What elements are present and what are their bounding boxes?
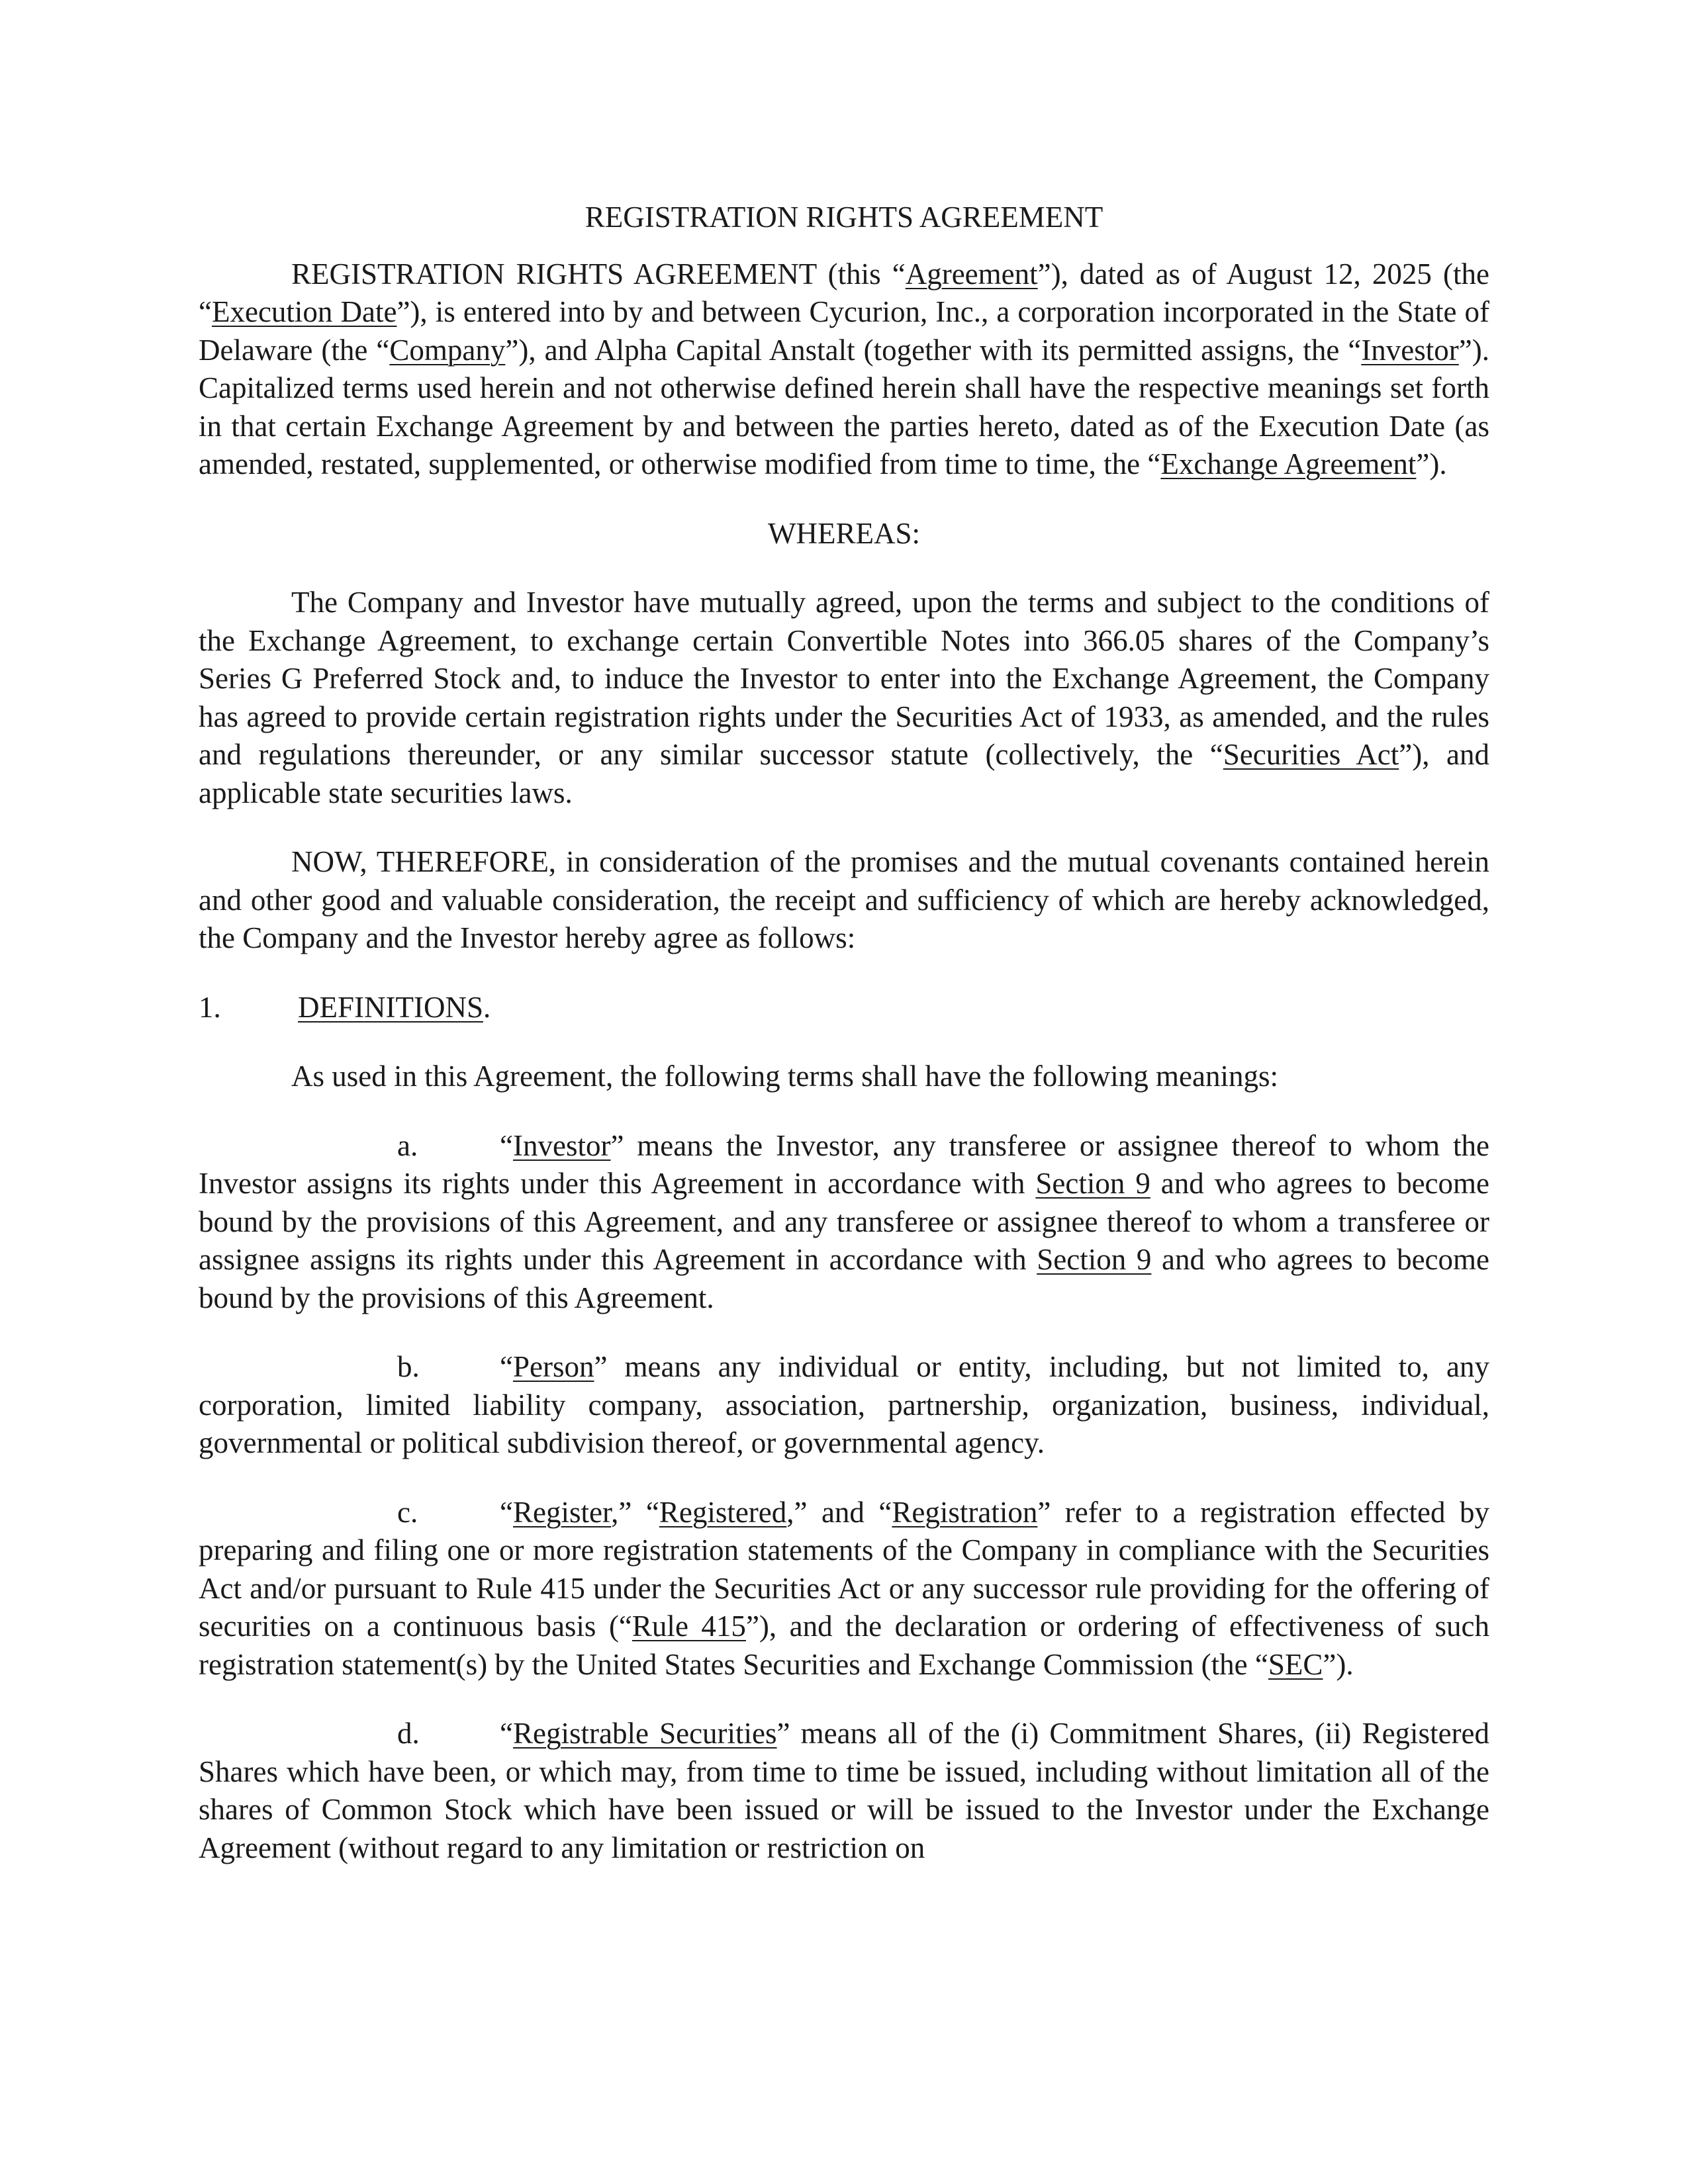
text: ”), dated as of August 12, 2025 (the “ [199,257,1489,328]
text: and who agrees to become bound by the provisions of this Agreement, and any transferee or assignee thereof to whom a transferee or assignee assigns its rights under this Agreement in accordance with [199,1167,1489,1276]
text: ”), and Alpha Capital Anstalt (together with its permitted assigns, the “ [505,333,1362,367]
definition-label: c. [397,1495,418,1529]
definition-label: a. [397,1128,418,1162]
definition-register [199,1494,1489,1684]
defined-term-exchange-agreement: Exchange Agreement [1160,447,1417,480]
defined-term-investor: Investor [1361,333,1459,367]
text: ” means the Investor, any transferee or assignee thereof to whom the Investor assigns its rights under this Agreement in accordance with [199,1128,1489,1200]
text: and who agrees to become bound by the provisions of this Agreement. [199,1243,1489,1314]
definition-label: b. [397,1350,420,1383]
text: ” means any individual or entity, including, but not limited to, any corporation, limited liability company, association, partnership, organization, business, individual, governmental or political subdivision thereof, or governmental agency. [199,1350,1489,1459]
defined-term: Registrable Securities [512,1717,777,1750]
defined-term-agreement: Agreement [905,257,1038,291]
text: ”). [1416,447,1447,480]
defined-term-securities-act: Securities Act [1223,738,1399,771]
text: REGISTRATION RIGHTS AGREEMENT (this “ [291,257,906,291]
text: ”). Capitalized terms used herein and not otherwise defined herein shall have the respective meanings set forth in that certain Exchange Agreement by and between the parties hereto, dated as of the Execution Date (as amended, restated, supplemented, or otherwise modified from time to time, the “ [199,333,1489,480]
defined-term-execution-date: Execution Date [211,295,397,328]
definition-person [199,1348,1489,1463]
section-reference: Section 9 [1035,1167,1150,1200]
section-number: 1. [199,990,221,1024]
text: ”), is entered into by and between Cycurion, Inc., a corporation incorporated in the State of Delaware (the “ [199,295,1489,367]
defined-term-company: Company [389,333,506,367]
text: ”), and applicable state securities laws. [199,738,1489,809]
text: ”), and the declaration or ordering of effectiveness of such registration statement(s) by the United States Securities and Exchange Commission (the “ [199,1610,1490,1681]
text: ,” and “ [786,1495,892,1529]
section-1-heading [199,989,1489,1027]
text: The Company and Investor have mutually agreed, upon the terms and subject to the conditions of the Exchange Agreement, to exchange certain Convertible Notes into 366.05 shares of the Company’s Series G Preferred Stock and, to induce the Investor to enter into the Exchange Agreement, the Company has agreed to provide certain registration rights under the Securities Act of 1933, as amended, and the rules and regulations thereunder, or any similar successor statute (collectively, the “ [199,586,1489,771]
text: “ [500,1128,513,1162]
section-reference: Section 9 [1037,1243,1152,1276]
defined-term: Registered [659,1495,787,1529]
defined-term: Rule 415 [632,1610,746,1643]
preamble-paragraph [199,255,1489,484]
text: ” means all of the (i) Commitment Shares, (ii) Registered Shares which have been, or which may, from time to time be issued, including without limitation all of the shares of Common Stock which have been issued or will be issued to the Investor under the Exchange Agreement (without regard to any limitation or restriction on [199,1717,1490,1864]
defined-term: SEC [1268,1647,1323,1681]
text: “ [500,1350,513,1383]
document-title: REGISTRATION RIGHTS AGREEMENT [585,201,1103,234]
defined-term: Registration [892,1495,1038,1529]
definition-label: d. [397,1717,420,1750]
defined-term: Register [512,1495,612,1529]
recital-paragraph [199,584,1489,812]
text: . [483,990,491,1024]
definition-investor [199,1127,1489,1318]
text: “ [500,1717,513,1750]
definition-registrable-securities [199,1715,1489,1867]
text: ”). [1323,1647,1354,1681]
now-therefore-paragraph: NOW, THEREFORE, in consideration of the promises and the mutual covenants contained herein and other good and valuable consideration, the receipt and sufficiency of which are hereby acknowledged, the Company and the Investor hereby agree as follows: [199,845,1489,954]
text: “ [500,1495,513,1529]
whereas-heading: WHEREAS: [768,516,920,550]
text: ,” “ [611,1495,659,1529]
defined-term: Investor [512,1128,611,1162]
definitions-intro: As used in this Agreement, the following terms shall have the following meanings: [291,1060,1278,1093]
text: ” refer to a registration effected by preparing and filing one or more registration statements of the Company in compliance with the Securities Act and/or pursuant to Rule 415 under the Securities Act or any successor rule providing for the offering of securities on a continuous basis (“ [199,1495,1489,1643]
defined-term: Person [512,1350,594,1383]
section-title: DEFINITIONS [298,990,483,1024]
